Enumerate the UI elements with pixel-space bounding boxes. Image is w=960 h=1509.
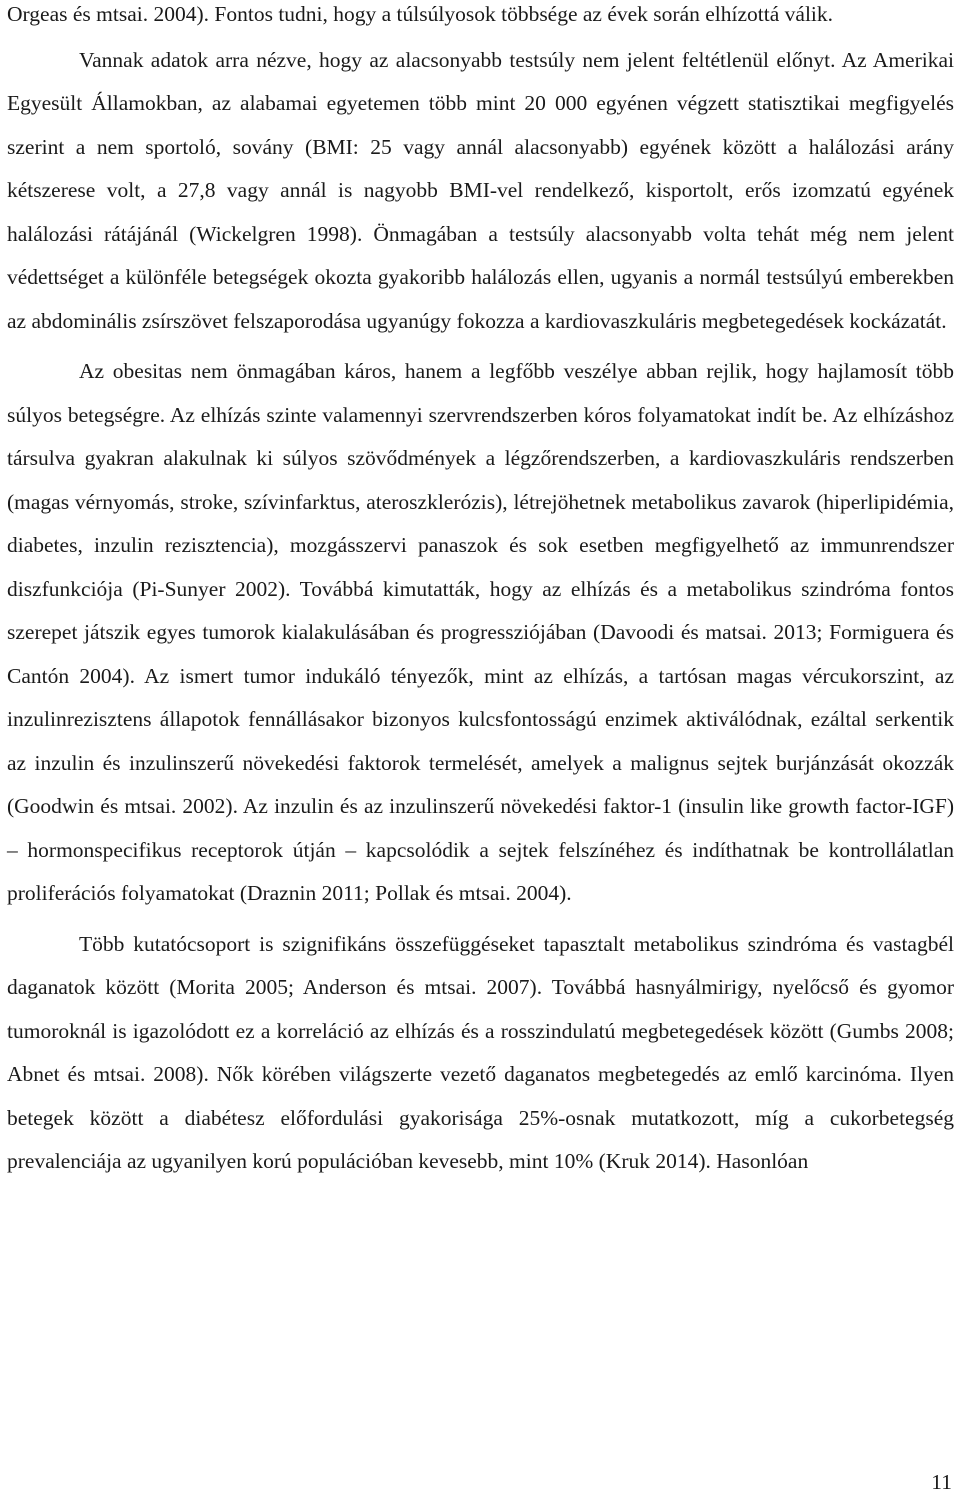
paragraph-body: Vannak adatok arra nézve, hogy az alacsonyabb testsúly nem jelent feltétlenül előnyt. Az Amerikai Egyesült Államokban, az alabamai egyetemen több mint 20 000 egyénen végzett statisztikai megfigyelés szerint a nem sportoló, sovány (BMI: 25 vagy annál alacsonyabb) egyének között a halálozási arány kétszerese volt, a 27,8 vagy annál is nagyobb BMI-vel rendelkező, kisportolt, erős izomzatú egyének halálozási rátájánál (Wickelgren 1998). Önmagában a testsúly alacsonyabb volta tehát még nem jelent védettséget a különféle betegségek okozta gyakoribb halálozás ellen, ugyanis a normál testsúlyú emberekben az abdominális zsírszövet felszaporodása ugyanúgy fokozza a kardiovaszkuláris megbetegedések kockázatát. [7,47,954,333]
page-number: 11 [931,1470,952,1494]
paragraph-body: Több kutatócsoport is szignifikáns összefüggéseket tapasztalt metabolikus szindróma és vastagbél daganatok között (Morita 2005; Anderson és mtsai. 2007). Továbbá hasnyálmirigy, nyelőcső és gyomor tumoroknál is igazolódott ez a korreláció az elhízás és a rosszindulatú megbetegedések között (Gumbs 2008; Abnet és mtsai. 2008). Nők körében világszerte vezető daganatos megbetegedés az emlő karcinóma. Ilyen betegek között a diabétesz előfordulási gyakorisága 25%-osnak mutatkozott, míg a cukorbetegség prevalenciája az ugyanilyen korú populációban kevesebb, mint 10% (Kruk 2014). Hasonlóan [7,931,954,1173]
paragraph-continuation: Orgeas és mtsai. 2004). Fontos tudni, hogy a túlsúlyosok többsége az évek során elhízottá válik. [7,2,834,26]
paragraph-body: Az obesitas nem önmagában káros, hanem a legfőbb veszélye abban rejlik, hogy hajlamosít több súlyos betegségre. Az elhízás szinte valamennyi szervrendszerben kóros folyamatokat indít be. Az elhízáshoz társulva gyakran alakulnak ki súlyos szövődmények a légzőrendszerben, a kardiovaszkuláris rendszerben (magas vérnyomás, stroke, szívinfarktus, ateroszklerózis), létrejöhetnek metabolikus zavarok (hiperlipidémia, diabetes, inzulin rezisztencia), mozgásszervi panaszok és sok esetben megfigyelhető az immunrendszer diszfunkciója (Pi-Sunyer 2002). Továbbá kimutatták, hogy az elhízás és a metabolikus szindróma fontos szerepet játszik egyes tumorok kialakulásában és progressziójában (Davoodi és matsai. 2013; Formiguera és Cantón 2004). Az ismert tumor indukáló tényezők, mint az elhízás, a tartósan magas vércukorszint, az inzulinrezisztens állapotok fennállásakor bizonyos kulcsfontosságú enzimek aktiválódnak, ezáltal serkentik az inzulin és inzulinszerű növekedési faktorok termelését, amelyek a malignus sejtek burjánzását okozzák (Goodwin és mtsai. 2002). Az inzulin és az inzulinszerű növekedési faktor-1 (insulin like growth factor-IGF) – hormonspecifikus receptorok útján – kapcsolódik a sejtek felszínéhez és indíthatnak be kontrollálatlan proliferációs folyamatokat (Draznin 2011; Pollak és mtsai. 2004). [7,359,954,905]
document-page [7,0,954,1184]
